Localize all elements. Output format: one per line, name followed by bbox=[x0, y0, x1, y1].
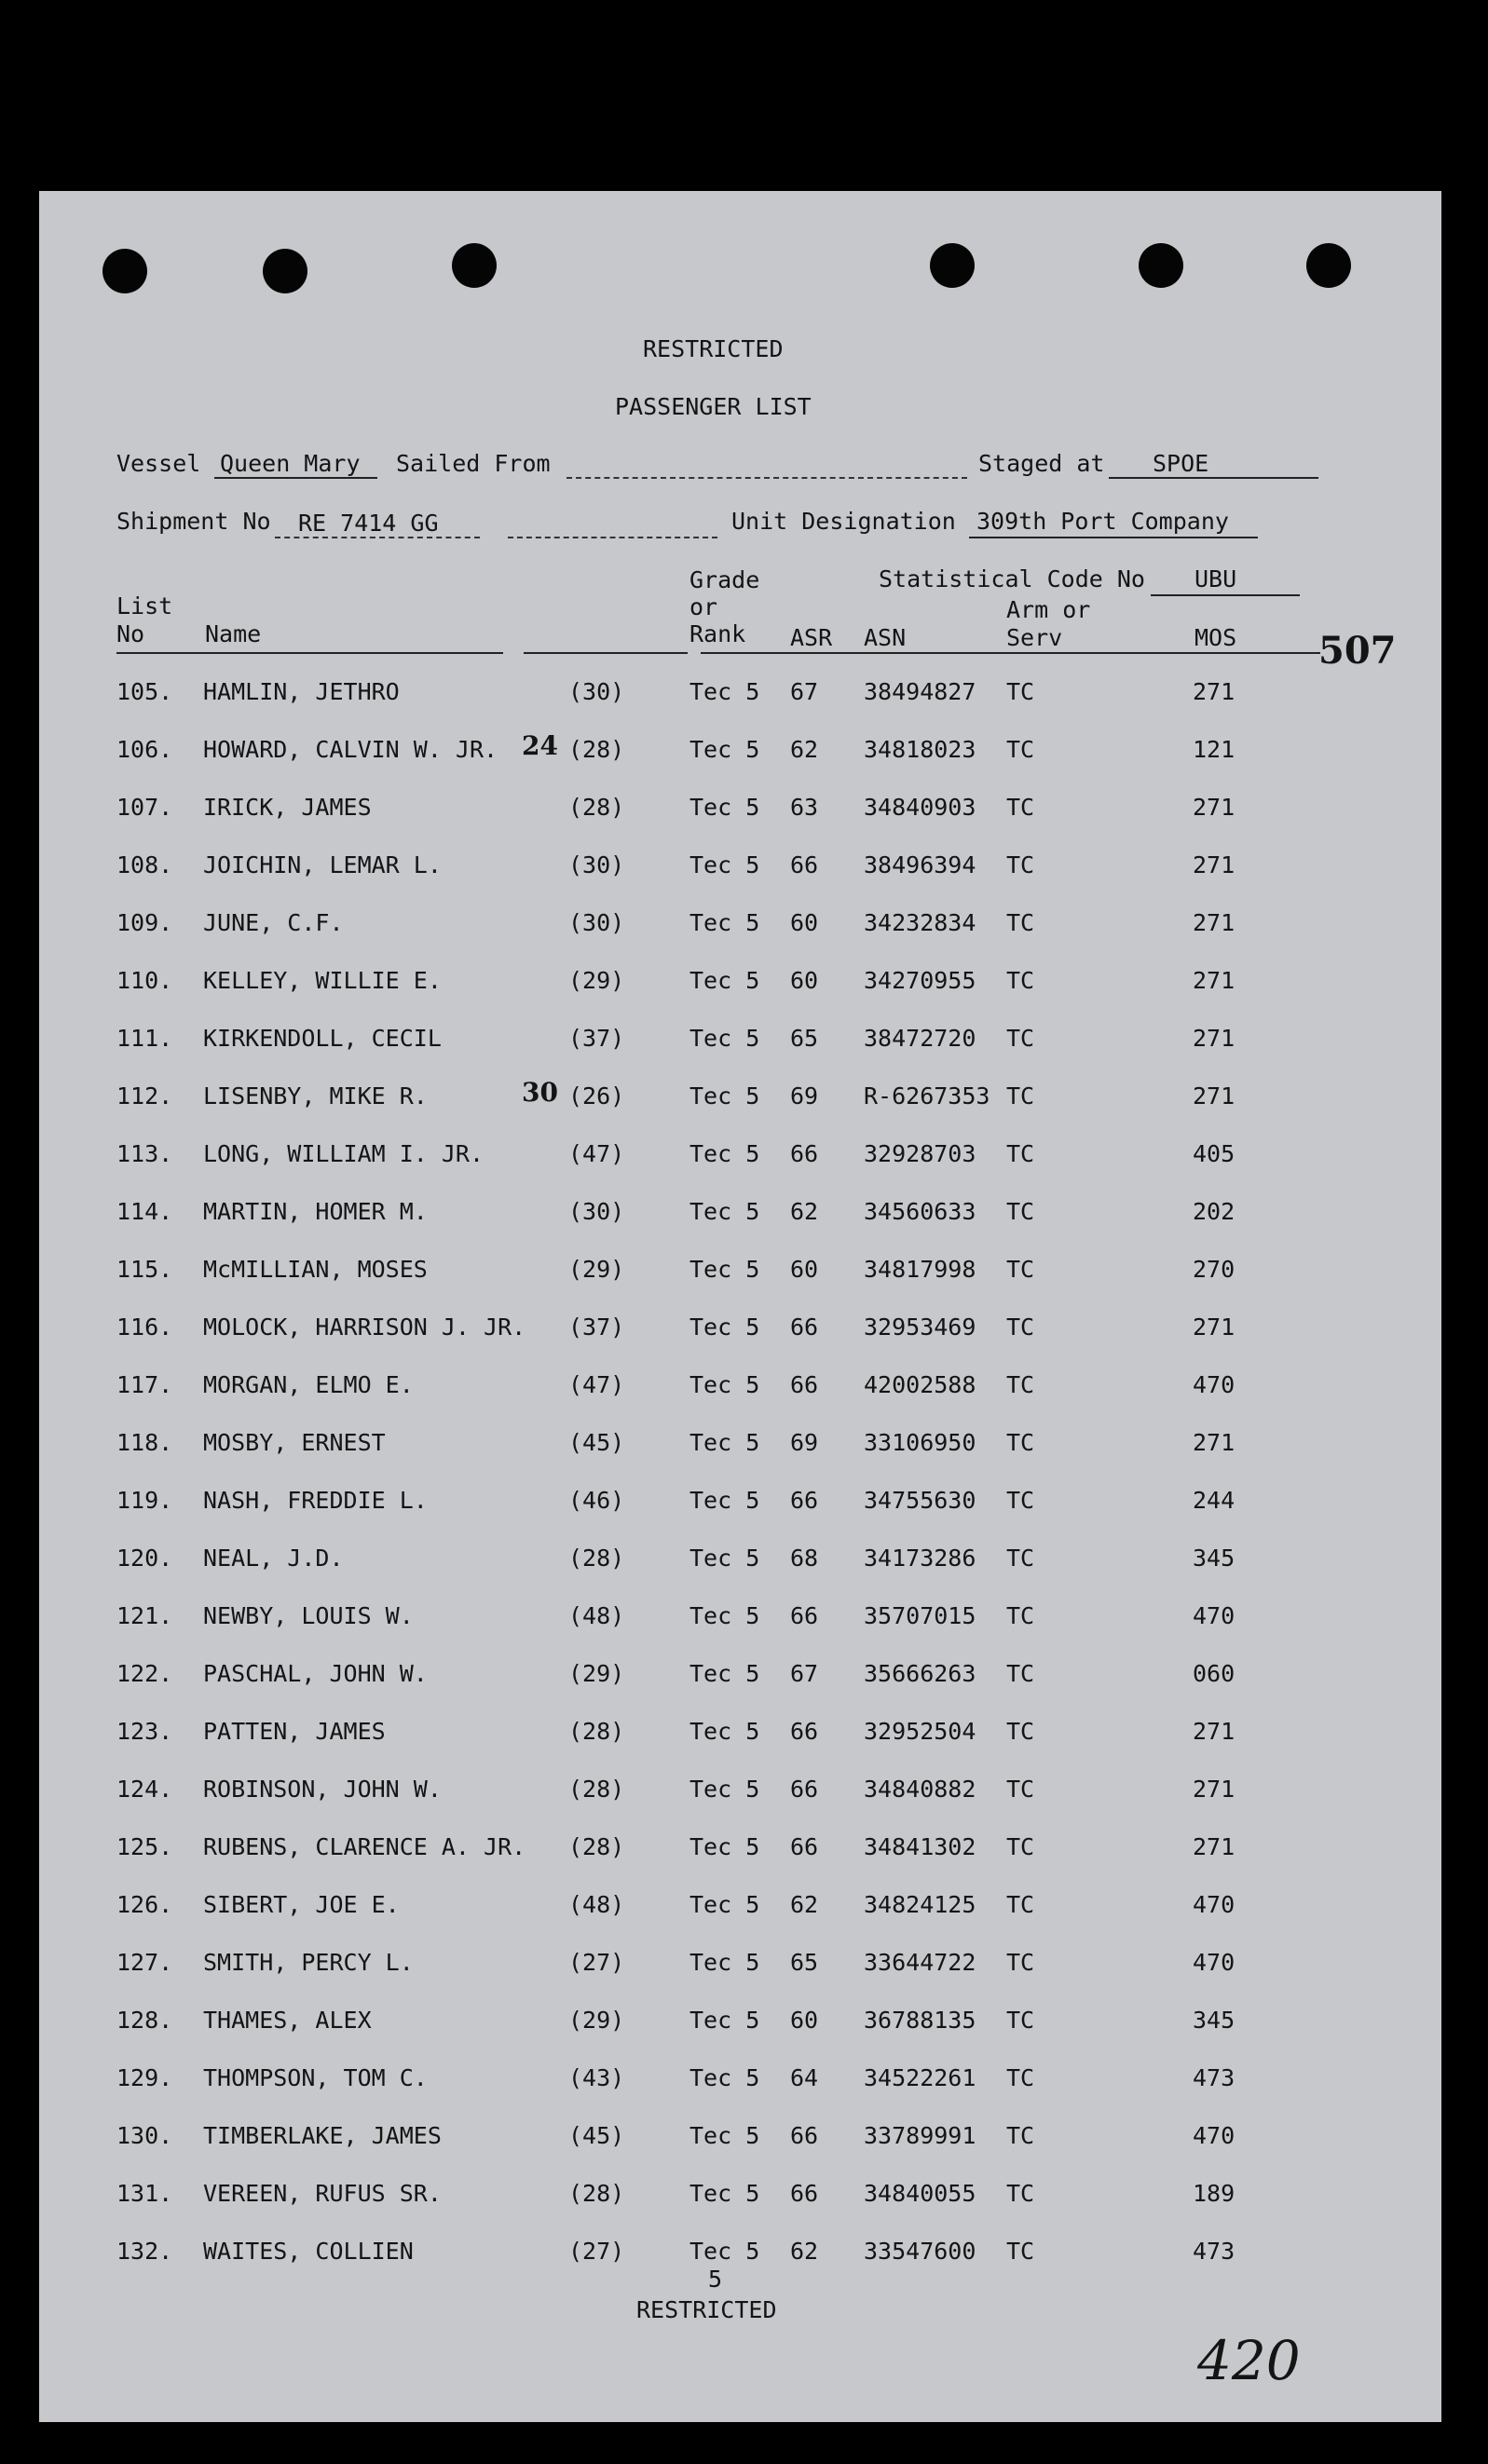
passenger-arm: TC bbox=[1006, 909, 1035, 936]
passenger-name: HOWARD, CALVIN W. JR. bbox=[203, 736, 498, 763]
table-row bbox=[0, 1371, 1488, 1409]
passenger-asn: 34824125 bbox=[864, 1891, 976, 1918]
passenger-mos: 345 bbox=[1193, 1545, 1235, 1572]
table-row bbox=[0, 2238, 1488, 2275]
table-row bbox=[0, 1660, 1488, 1697]
passenger-asn: 33106950 bbox=[864, 1429, 976, 1456]
table-row bbox=[0, 1077, 1488, 1120]
passenger-grade: Tec 5 bbox=[689, 1545, 760, 1572]
table-row bbox=[0, 1602, 1488, 1640]
row-number: 130. bbox=[116, 2122, 173, 2149]
passenger-asr: 66 bbox=[790, 1776, 819, 1803]
passenger-asr: 62 bbox=[790, 1891, 819, 1918]
row-number: 116. bbox=[116, 1314, 173, 1341]
passenger-mos: 470 bbox=[1193, 1602, 1235, 1629]
row-number: 119. bbox=[116, 1487, 173, 1514]
passenger-grade: Tec 5 bbox=[689, 909, 760, 936]
margin-page-number: 507 bbox=[1318, 629, 1397, 673]
passenger-arm: TC bbox=[1006, 678, 1035, 705]
passenger-arm: TC bbox=[1006, 2064, 1035, 2091]
unit-designation-value: 309th Port Company bbox=[976, 508, 1229, 535]
table-row bbox=[0, 909, 1488, 946]
passenger-age: (28) bbox=[568, 1776, 625, 1803]
row-number: 121. bbox=[116, 1602, 173, 1629]
passenger-name: HAMLIN, JETHRO bbox=[203, 678, 400, 705]
passenger-asn: 32928703 bbox=[864, 1140, 976, 1167]
row-number: 118. bbox=[116, 1429, 173, 1456]
row-number: 129. bbox=[116, 2064, 173, 2091]
passenger-asr: 62 bbox=[790, 1198, 819, 1225]
table-row bbox=[0, 1833, 1488, 1871]
passenger-name: SMITH, PERCY L. bbox=[203, 1949, 414, 1976]
passenger-name: McMILLIAN, MOSES bbox=[203, 1256, 428, 1283]
passenger-asr: 66 bbox=[790, 2180, 819, 2207]
passenger-grade: Tec 5 bbox=[689, 2180, 760, 2207]
passenger-age: (28) bbox=[568, 1833, 625, 1860]
passenger-name: THOMPSON, TOM C. bbox=[203, 2064, 428, 2091]
passenger-asr: 66 bbox=[790, 851, 819, 878]
passenger-asr: 62 bbox=[790, 2238, 819, 2265]
passenger-asn: 33547600 bbox=[864, 2238, 976, 2265]
row-number: 105. bbox=[116, 678, 173, 705]
passenger-asn: 38496394 bbox=[864, 851, 976, 878]
row-number: 117. bbox=[116, 1371, 173, 1398]
passenger-mos: 271 bbox=[1193, 851, 1235, 878]
passenger-name: TIMBERLAKE, JAMES bbox=[203, 2122, 442, 2149]
passenger-age: (28) bbox=[568, 1718, 625, 1745]
passenger-arm: TC bbox=[1006, 2007, 1035, 2034]
passenger-asr: 68 bbox=[790, 1545, 819, 1572]
passenger-grade: Tec 5 bbox=[689, 736, 760, 763]
unit-designation-label: Unit Designation bbox=[731, 508, 956, 535]
passenger-age: (28) bbox=[568, 2180, 625, 2207]
passenger-asr: 66 bbox=[790, 1314, 819, 1341]
passenger-grade: Tec 5 bbox=[689, 1776, 760, 1803]
passenger-mos: 470 bbox=[1193, 1949, 1235, 1976]
passenger-asr: 69 bbox=[790, 1082, 819, 1109]
passenger-age: (29) bbox=[568, 1660, 625, 1687]
passenger-mos: 470 bbox=[1193, 2122, 1235, 2149]
passenger-asn: 34232834 bbox=[864, 909, 976, 936]
table-row bbox=[0, 1314, 1488, 1351]
col-name: Name bbox=[205, 620, 262, 647]
passenger-arm: TC bbox=[1006, 2180, 1035, 2207]
passenger-arm: TC bbox=[1006, 1660, 1035, 1687]
passenger-mos: 271 bbox=[1193, 1776, 1235, 1803]
passenger-arm: TC bbox=[1006, 1256, 1035, 1283]
passenger-grade: Tec 5 bbox=[689, 794, 760, 821]
passenger-asn: 42002588 bbox=[864, 1371, 976, 1398]
passenger-name: SIBERT, JOE E. bbox=[203, 1891, 400, 1918]
handwritten-age-correction: 24 bbox=[522, 730, 558, 761]
col-grade: Grade or Rank bbox=[689, 566, 760, 647]
table-row bbox=[0, 1429, 1488, 1466]
passenger-age: (37) bbox=[568, 1025, 625, 1052]
table-row bbox=[0, 2007, 1488, 2044]
passenger-arm: TC bbox=[1006, 1545, 1035, 1572]
passenger-grade: Tec 5 bbox=[689, 1198, 760, 1225]
table-row bbox=[0, 2180, 1488, 2217]
passenger-age: (27) bbox=[568, 1949, 625, 1976]
row-number: 115. bbox=[116, 1256, 173, 1283]
passenger-mos: 271 bbox=[1193, 1314, 1235, 1341]
passenger-arm: TC bbox=[1006, 736, 1035, 763]
passenger-grade: Tec 5 bbox=[689, 1025, 760, 1052]
col-mos: MOS bbox=[1194, 624, 1237, 651]
table-row bbox=[0, 1025, 1488, 1062]
staged-at-label: Staged at bbox=[978, 450, 1105, 477]
passenger-mos: 271 bbox=[1193, 1833, 1235, 1860]
passenger-age: (27) bbox=[568, 2238, 625, 2265]
row-number: 107. bbox=[116, 794, 173, 821]
row-number: 125. bbox=[116, 1833, 173, 1860]
passenger-asr: 60 bbox=[790, 2007, 819, 2034]
passenger-arm: TC bbox=[1006, 1025, 1035, 1052]
passenger-asn: 35707015 bbox=[864, 1602, 976, 1629]
passenger-grade: Tec 5 bbox=[689, 1949, 760, 1976]
passenger-mos: 271 bbox=[1193, 967, 1235, 994]
passenger-asn: 33644722 bbox=[864, 1949, 976, 1976]
document-title: PASSENGER LIST bbox=[615, 393, 812, 420]
passenger-grade: Tec 5 bbox=[689, 678, 760, 705]
passenger-age: (43) bbox=[568, 2064, 625, 2091]
passenger-age: (26) bbox=[568, 1082, 625, 1109]
passenger-asr: 65 bbox=[790, 1025, 819, 1052]
passenger-name: WAITES, COLLIEN bbox=[203, 2238, 414, 2265]
row-number: 127. bbox=[116, 1949, 173, 1976]
passenger-name: LONG, WILLIAM I. JR. bbox=[203, 1140, 485, 1167]
passenger-grade: Tec 5 bbox=[689, 1718, 760, 1745]
passenger-grade: Tec 5 bbox=[689, 1082, 760, 1109]
table-row bbox=[0, 1198, 1488, 1235]
row-number: 109. bbox=[116, 909, 173, 936]
row-number: 128. bbox=[116, 2007, 173, 2034]
passenger-arm: TC bbox=[1006, 967, 1035, 994]
passenger-asn: 34818023 bbox=[864, 736, 976, 763]
passenger-mos: 244 bbox=[1193, 1487, 1235, 1514]
passenger-name: NEWBY, LOUIS W. bbox=[203, 1602, 414, 1629]
passenger-name: KELLEY, WILLIE E. bbox=[203, 967, 442, 994]
passenger-asn: 32953469 bbox=[864, 1314, 976, 1341]
passenger-mos: 405 bbox=[1193, 1140, 1235, 1167]
passenger-arm: TC bbox=[1006, 1949, 1035, 1976]
passenger-mos: 271 bbox=[1193, 794, 1235, 821]
passenger-grade: Tec 5 bbox=[689, 851, 760, 878]
passenger-name: NEAL, J.D. bbox=[203, 1545, 344, 1572]
passenger-age: (45) bbox=[568, 2122, 625, 2149]
passenger-mos: 271 bbox=[1193, 678, 1235, 705]
passenger-asr: 66 bbox=[790, 1718, 819, 1745]
vessel-value: Queen Mary bbox=[220, 450, 361, 477]
passenger-asr: 67 bbox=[790, 1660, 819, 1687]
passenger-grade: Tec 5 bbox=[689, 967, 760, 994]
passenger-arm: TC bbox=[1006, 1082, 1035, 1109]
passenger-arm: TC bbox=[1006, 794, 1035, 821]
row-number: 108. bbox=[116, 851, 173, 878]
passenger-age: (28) bbox=[568, 736, 625, 763]
passenger-arm: TC bbox=[1006, 1314, 1035, 1341]
table-row bbox=[0, 1776, 1488, 1813]
passenger-arm: TC bbox=[1006, 1429, 1035, 1456]
passenger-grade: Tec 5 bbox=[689, 1891, 760, 1918]
shipment-value: RE 7414 GG bbox=[298, 510, 439, 537]
passenger-arm: TC bbox=[1006, 1718, 1035, 1745]
passenger-grade: Tec 5 bbox=[689, 1602, 760, 1629]
passenger-mos: 271 bbox=[1193, 909, 1235, 936]
passenger-asn: 34817998 bbox=[864, 1256, 976, 1283]
passenger-asn: 36788135 bbox=[864, 2007, 976, 2034]
passenger-mos: 271 bbox=[1193, 1025, 1235, 1052]
row-number: 132. bbox=[116, 2238, 173, 2265]
restricted-header: RESTRICTED bbox=[643, 335, 784, 362]
passenger-grade: Tec 5 bbox=[689, 2064, 760, 2091]
passenger-name: RUBENS, CLARENCE A. JR. bbox=[203, 1833, 526, 1860]
passenger-mos: 189 bbox=[1193, 2180, 1235, 2207]
passenger-asn: 34841302 bbox=[864, 1833, 976, 1860]
passenger-asr: 69 bbox=[790, 1429, 819, 1456]
passenger-asr: 66 bbox=[790, 1833, 819, 1860]
passenger-asn: 34270955 bbox=[864, 967, 976, 994]
passenger-age: (28) bbox=[568, 794, 625, 821]
row-number: 106. bbox=[116, 736, 173, 763]
passenger-age: (30) bbox=[568, 909, 625, 936]
passenger-grade: Tec 5 bbox=[689, 1314, 760, 1341]
passenger-name: MORGAN, ELMO E. bbox=[203, 1371, 414, 1398]
passenger-name: JUNE, C.F. bbox=[203, 909, 344, 936]
passenger-name: JOICHIN, LEMAR L. bbox=[203, 851, 442, 878]
row-number: 113. bbox=[116, 1140, 173, 1167]
passenger-arm: TC bbox=[1006, 1891, 1035, 1918]
passenger-name: PASCHAL, JOHN W. bbox=[203, 1660, 428, 1687]
passenger-asr: 60 bbox=[790, 1256, 819, 1283]
page-number: 5 bbox=[708, 2266, 723, 2293]
passenger-asn: 34173286 bbox=[864, 1545, 976, 1572]
passenger-age: (45) bbox=[568, 1429, 625, 1456]
passenger-mos: 270 bbox=[1193, 1256, 1235, 1283]
passenger-age: (30) bbox=[568, 851, 625, 878]
passenger-arm: TC bbox=[1006, 1833, 1035, 1860]
passenger-grade: Tec 5 bbox=[689, 2007, 760, 2034]
passenger-asn: 34522261 bbox=[864, 2064, 976, 2091]
passenger-asn: 34840882 bbox=[864, 1776, 976, 1803]
passenger-name: MOLOCK, HARRISON J. JR. bbox=[203, 1314, 526, 1341]
passenger-mos: 345 bbox=[1193, 2007, 1235, 2034]
passenger-arm: TC bbox=[1006, 1140, 1035, 1167]
passenger-mos: 271 bbox=[1193, 1429, 1235, 1456]
passenger-age: (48) bbox=[568, 1891, 625, 1918]
passenger-asn: 38472720 bbox=[864, 1025, 976, 1052]
sailed-from-label: Sailed From bbox=[396, 450, 551, 477]
passenger-arm: TC bbox=[1006, 1602, 1035, 1629]
row-number: 131. bbox=[116, 2180, 173, 2207]
table-row bbox=[0, 730, 1488, 773]
col-list-no: List No bbox=[116, 592, 173, 647]
passenger-age: (28) bbox=[568, 1545, 625, 1572]
table-row bbox=[0, 1545, 1488, 1582]
passenger-age: (46) bbox=[568, 1487, 625, 1514]
passenger-grade: Tec 5 bbox=[689, 1256, 760, 1283]
passenger-asn: 35666263 bbox=[864, 1660, 976, 1687]
row-number: 114. bbox=[116, 1198, 173, 1225]
passenger-arm: TC bbox=[1006, 1198, 1035, 1225]
passenger-age: (29) bbox=[568, 2007, 625, 2034]
col-asn: ASN bbox=[864, 624, 907, 651]
passenger-asr: 66 bbox=[790, 1140, 819, 1167]
passenger-name: LISENBY, MIKE R. bbox=[203, 1082, 428, 1109]
passenger-grade: Tec 5 bbox=[689, 1140, 760, 1167]
passenger-mos: 473 bbox=[1193, 2064, 1235, 2091]
passenger-name: MOSBY, ERNEST bbox=[203, 1429, 386, 1456]
passenger-grade: Tec 5 bbox=[689, 1371, 760, 1398]
passenger-name: ROBINSON, JOHN W. bbox=[203, 1776, 442, 1803]
passenger-mos: 473 bbox=[1193, 2238, 1235, 2265]
row-number: 122. bbox=[116, 1660, 173, 1687]
table-row bbox=[0, 1140, 1488, 1178]
passenger-age: (30) bbox=[568, 1198, 625, 1225]
passenger-asn: 34755630 bbox=[864, 1487, 976, 1514]
table-row bbox=[0, 2064, 1488, 2102]
passenger-mos: 470 bbox=[1193, 1891, 1235, 1918]
passenger-age: (48) bbox=[568, 1602, 625, 1629]
passenger-asr: 66 bbox=[790, 1487, 819, 1514]
passenger-age: (29) bbox=[568, 967, 625, 994]
table-row bbox=[0, 967, 1488, 1004]
passenger-asr: 67 bbox=[790, 678, 819, 705]
table-row bbox=[0, 2122, 1488, 2159]
passenger-grade: Tec 5 bbox=[689, 2122, 760, 2149]
table-row bbox=[0, 1718, 1488, 1755]
handwritten-number: 420 bbox=[1197, 2329, 1301, 2392]
statistical-code-value: UBU bbox=[1194, 565, 1237, 592]
passenger-mos: 060 bbox=[1193, 1660, 1235, 1687]
passenger-grade: Tec 5 bbox=[689, 1429, 760, 1456]
passenger-asn: 38494827 bbox=[864, 678, 976, 705]
passenger-arm: TC bbox=[1006, 1487, 1035, 1514]
passenger-asr: 60 bbox=[790, 909, 819, 936]
col-arm-serv: Arm or Serv bbox=[1006, 596, 1091, 651]
table-row bbox=[0, 1256, 1488, 1293]
passenger-grade: Tec 5 bbox=[689, 1660, 760, 1687]
row-number: 124. bbox=[116, 1776, 173, 1803]
passenger-arm: TC bbox=[1006, 851, 1035, 878]
passenger-asn: 34840055 bbox=[864, 2180, 976, 2207]
table-row bbox=[0, 1487, 1488, 1524]
passenger-name: PATTEN, JAMES bbox=[203, 1718, 386, 1745]
passenger-mos: 121 bbox=[1193, 736, 1235, 763]
passenger-asr: 66 bbox=[790, 1371, 819, 1398]
passenger-asr: 66 bbox=[790, 2122, 819, 2149]
passenger-age: (37) bbox=[568, 1314, 625, 1341]
table-row bbox=[0, 1891, 1488, 1928]
passenger-grade: Tec 5 bbox=[689, 1487, 760, 1514]
passenger-age: (30) bbox=[568, 678, 625, 705]
row-number: 120. bbox=[116, 1545, 173, 1572]
passenger-asn: 33789991 bbox=[864, 2122, 976, 2149]
passenger-mos: 271 bbox=[1193, 1718, 1235, 1745]
passenger-asn: R-6267353 bbox=[864, 1082, 990, 1109]
table-row bbox=[0, 851, 1488, 889]
passenger-asr: 62 bbox=[790, 736, 819, 763]
passenger-arm: TC bbox=[1006, 2122, 1035, 2149]
passenger-asr: 66 bbox=[790, 1602, 819, 1629]
passenger-grade: Tec 5 bbox=[689, 2238, 760, 2265]
passenger-mos: 202 bbox=[1193, 1198, 1235, 1225]
passenger-name: THAMES, ALEX bbox=[203, 2007, 372, 2034]
passenger-asr: 63 bbox=[790, 794, 819, 821]
passenger-grade: Tec 5 bbox=[689, 1833, 760, 1860]
row-number: 110. bbox=[116, 967, 173, 994]
passenger-name: KIRKENDOLL, CECIL bbox=[203, 1025, 442, 1052]
staged-at-value: SPOE bbox=[1153, 450, 1209, 477]
vessel-label: Vessel bbox=[116, 450, 201, 477]
shipment-label: Shipment No bbox=[116, 508, 271, 535]
passenger-name: IRICK, JAMES bbox=[203, 794, 372, 821]
restricted-footer: RESTRICTED bbox=[636, 2296, 777, 2323]
passenger-arm: TC bbox=[1006, 1371, 1035, 1398]
table-row bbox=[0, 794, 1488, 831]
passenger-asn: 32952504 bbox=[864, 1718, 976, 1745]
passenger-age: (29) bbox=[568, 1256, 625, 1283]
passenger-asr: 60 bbox=[790, 967, 819, 994]
passenger-asn: 34560633 bbox=[864, 1198, 976, 1225]
passenger-mos: 470 bbox=[1193, 1371, 1235, 1398]
row-number: 111. bbox=[116, 1025, 173, 1052]
table-row bbox=[0, 678, 1488, 715]
passenger-arm: TC bbox=[1006, 2238, 1035, 2265]
passenger-name: NASH, FREDDIE L. bbox=[203, 1487, 428, 1514]
statistical-code-label: Statistical Code No bbox=[879, 565, 1145, 592]
col-asr: ASR bbox=[790, 624, 833, 651]
handwritten-age-correction: 30 bbox=[522, 1077, 558, 1108]
passenger-name: MARTIN, HOMER M. bbox=[203, 1198, 428, 1225]
passenger-arm: TC bbox=[1006, 1776, 1035, 1803]
passenger-asr: 65 bbox=[790, 1949, 819, 1976]
row-number: 112. bbox=[116, 1082, 173, 1109]
table-row bbox=[0, 1949, 1488, 1986]
passenger-age: (47) bbox=[568, 1140, 625, 1167]
row-number: 126. bbox=[116, 1891, 173, 1918]
passenger-mos: 271 bbox=[1193, 1082, 1235, 1109]
passenger-asr: 64 bbox=[790, 2064, 819, 2091]
passenger-asn: 34840903 bbox=[864, 794, 976, 821]
passenger-name: VEREEN, RUFUS SR. bbox=[203, 2180, 442, 2207]
row-number: 123. bbox=[116, 1718, 173, 1745]
passenger-age: (47) bbox=[568, 1371, 625, 1398]
